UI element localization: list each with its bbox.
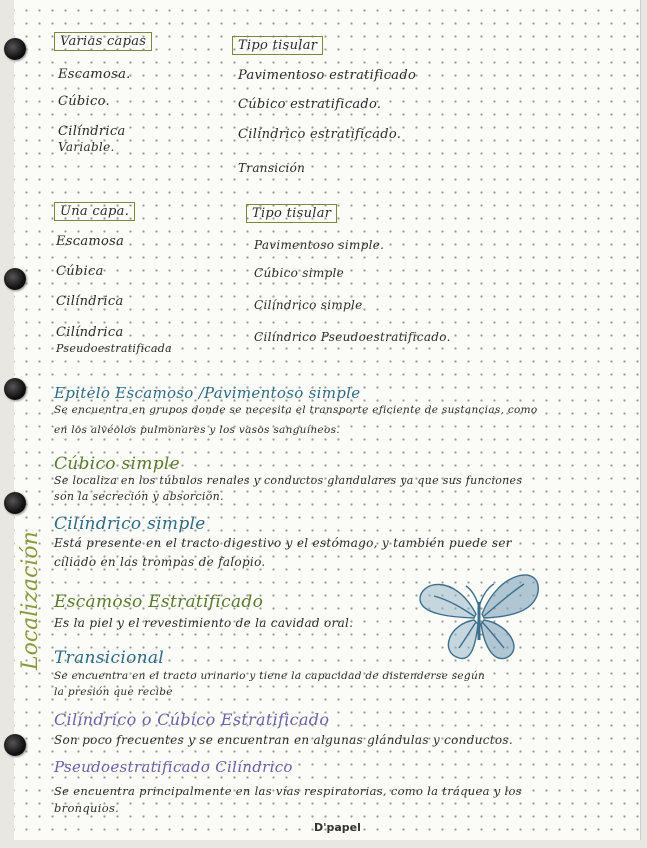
section-title: Pseudoestratificado Cilíndrico — [54, 758, 293, 776]
section-line: Se encuentra principalmente en las vías respiratorias, como la tráquea y los — [54, 784, 522, 798]
list-item: Cilíndrica — [56, 325, 124, 340]
section-line: Se encuentra en grupos donde se necesita el transporte eficiente de sustancias, como — [54, 404, 538, 416]
list-item: Escamosa — [56, 234, 125, 249]
section-line: Es la piel y el revestimiento de la cavidad oral. — [54, 616, 354, 630]
section-line: son la secreción y absorción. — [54, 490, 224, 503]
section-line: Está presente en el tracto digestivo y el estómago, y también puede ser — [54, 536, 512, 550]
section-title: Transicional — [54, 648, 165, 668]
section-title: Cilíndrico o Cúbico Estratificado — [54, 710, 330, 729]
list-item: Cúbico estratificado. — [238, 97, 382, 112]
list-item: Cúbica — [56, 264, 104, 279]
list-item: Cilíndrico estratificado. — [238, 127, 402, 142]
list-item: Cilíndrica — [58, 124, 126, 139]
section-title: Cúbico simple — [54, 454, 180, 474]
list-item: Pavimentoso estratificado — [238, 68, 417, 83]
binder-ring — [4, 268, 26, 290]
heading-tipo-tisular-2: Tipo tisular — [246, 204, 337, 223]
list-item: Cúbico simple — [254, 266, 345, 280]
section-title: Epitelo Escamoso /Pavimentoso simple — [54, 384, 361, 402]
section-line: la presión que recibe — [54, 686, 173, 698]
notebook-page — [14, 0, 641, 840]
list-item: Pavimentoso simple. — [254, 238, 385, 252]
binder-ring — [4, 378, 26, 400]
section-line: Se localiza en los túbulos renales y conductos glandulares ya que sus funciones — [54, 474, 523, 487]
binder-ring — [4, 492, 26, 514]
list-item: Pseudoestratificada — [56, 342, 172, 355]
list-item: Cilíndrica — [56, 294, 124, 309]
section-line: en los alvéolos pulmonares y los vasos sanguíneos. — [54, 424, 340, 436]
heading-tipo-tisular: Tipo tisular — [232, 36, 323, 55]
section-title: Cilíndrico simple — [54, 514, 206, 534]
list-item: Cilíndrico Pseudoestratificado. — [254, 330, 451, 344]
section-title: Escamoso Estratificado — [54, 592, 264, 612]
list-item: Cilíndrico simple — [254, 298, 363, 312]
binder-ring — [4, 38, 26, 60]
heading-varias-capas: Varias capas — [54, 32, 152, 51]
binder-ring — [4, 734, 26, 756]
list-item: Transición — [238, 161, 306, 175]
list-item: Variable. — [58, 140, 115, 154]
list-item: Escamosa. — [58, 67, 131, 82]
section-line: Son poco frecuentes y se encuentran en algunas glándulas y conductos. — [54, 733, 513, 747]
list-item: Cúbico. — [58, 94, 110, 109]
section-line: bronquios. — [54, 801, 120, 815]
heading-una-capa: Una capa. — [54, 202, 135, 221]
section-line: Se encuentra en el tracto urinario y tiene la capacidad de distenderse según — [54, 670, 486, 682]
section-line: ciliado en las trompas de falopio. — [54, 555, 266, 569]
butterfly-stamp-icon — [414, 562, 544, 667]
side-label-localizacion: Localización — [18, 531, 43, 670]
brand-logo: D'papel — [314, 821, 361, 834]
